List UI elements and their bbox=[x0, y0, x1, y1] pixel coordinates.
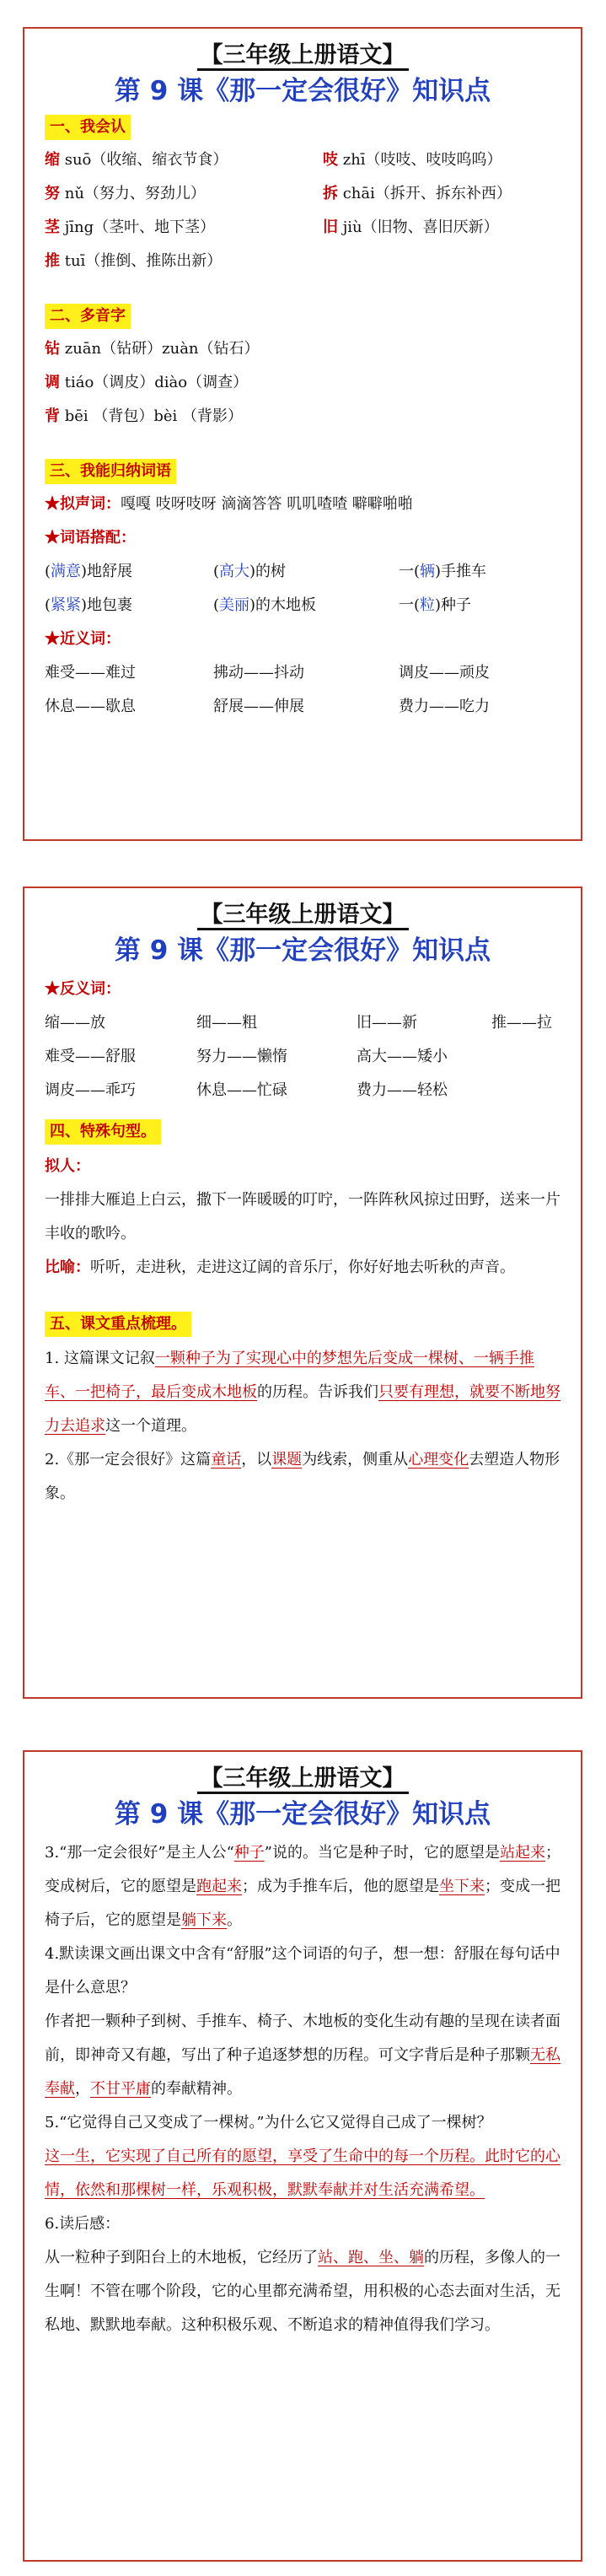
text-segment: )的树 bbox=[249, 563, 287, 580]
question-4: 4.默读课文画出课文中含有“舒服”这个词语的句子，想一想：舒服在每句话中是什么意思？ bbox=[45, 1945, 560, 1997]
text-segment: 为线索，侧重从 bbox=[302, 1451, 409, 1469]
text-segment: ( bbox=[45, 596, 51, 614]
text-segment: 的历程。告诉我们 bbox=[257, 1383, 378, 1401]
text-segment: 满意 bbox=[51, 563, 82, 580]
text-segment: 调皮——顽皮 bbox=[399, 664, 490, 682]
text-segment: 高大 bbox=[219, 563, 250, 580]
text-segment: ，以 bbox=[241, 1451, 272, 1469]
text-segment: ( bbox=[213, 563, 220, 580]
text-segment: 听听，走进秋，走进这辽阔的音乐厅，你好好地去听秋的声音。 bbox=[90, 1258, 515, 1276]
answer-6 bbox=[45, 2241, 560, 2342]
antonym-row bbox=[45, 1074, 560, 1107]
antonym-row bbox=[45, 1006, 560, 1040]
text-segment: 作者把一颗种子到树、手推车、椅子、木地板的变化生动有趣的呈现在读者面前，即神奇又有趣，写出了种子追逐梦想的历程。可文字背后是种子那颗 bbox=[45, 2013, 560, 2064]
text-segment: ， bbox=[75, 2080, 90, 2098]
text-segment: ；变成树后，它的愿望是 bbox=[45, 1844, 560, 1895]
metaphor-label: 比喻： bbox=[45, 1258, 90, 1276]
lesson-title: 第 9 课《那一定会很好》知识点 bbox=[114, 935, 491, 966]
lesson-title: 第 9 课《那一定会很好》知识点 bbox=[114, 76, 491, 106]
text-segment: 的历程，多像人的一生啊！不管在哪个阶段，它的心里都充满希望，用积极的心态去面对生活，无私地、默默地奉献。这种积极乐观、不断追求的精神值得我们学习。 bbox=[45, 2249, 560, 2334]
text-segment: 3.“那一定会很好”是主人公“ bbox=[45, 1844, 234, 1862]
text-segment: 童话 bbox=[211, 1451, 242, 1469]
collocation-row bbox=[45, 555, 560, 589]
text-segment: )手推车 bbox=[435, 563, 487, 580]
polyphone-row: 钻 zuān（钻研）zuàn（钻石） bbox=[45, 340, 260, 358]
text-segment: 一( bbox=[399, 563, 421, 580]
key-point-1 bbox=[45, 1342, 560, 1443]
text-segment: 缩——放 bbox=[45, 1014, 105, 1032]
text-segment: 无私奉献 bbox=[45, 2046, 560, 2098]
recognize-row: 缩 suō（收缩、缩衣节食） 吱 zhī（吱吱、吱吱呜呜） bbox=[45, 151, 502, 169]
text-segment: 辆 bbox=[420, 563, 436, 580]
question-6: 6.读后感： bbox=[45, 2215, 121, 2233]
answer-4 bbox=[45, 2005, 560, 2106]
text-segment: 舒展——伸展 bbox=[213, 698, 304, 715]
text-segment: 课题 bbox=[271, 1451, 303, 1469]
recognize-row: 努 nǔ（努力、努劲儿） 拆 chāi（拆开、拆东补西） bbox=[45, 185, 512, 202]
recognize-row: 茎 jīng（茎叶、地下茎） 旧 jiù（旧物、喜旧厌新） bbox=[45, 218, 499, 236]
grade-title: 【三年级上册语文】 bbox=[24, 1764, 581, 1794]
antonym-row bbox=[45, 1040, 560, 1074]
text-segment: 。 bbox=[227, 1911, 242, 1929]
synonym-row bbox=[45, 656, 560, 690]
synonym-row bbox=[45, 690, 560, 724]
text-segment: 坐下来 bbox=[439, 1878, 485, 1895]
text-segment: 美丽 bbox=[219, 596, 250, 614]
text-segment: 不甘平庸 bbox=[90, 2080, 151, 2098]
onomatopoeia-label: ★拟声词： bbox=[45, 495, 121, 513]
text-segment: 从一粒种子到阳台上的木地板，它经历了 bbox=[45, 2249, 318, 2266]
text-segment: ；变成一把椅子后，它的愿望是 bbox=[45, 1878, 560, 1929]
text-segment: 难受——舒服 bbox=[45, 1048, 136, 1065]
recognize-list bbox=[45, 143, 560, 278]
collocation-row bbox=[45, 589, 560, 622]
text-segment: 站起来 bbox=[499, 1844, 545, 1862]
text-segment: 1. 这篇课文记叙 bbox=[45, 1350, 155, 1367]
metaphor-paragraph bbox=[45, 1251, 560, 1285]
collocation-label: ★词语搭配： bbox=[45, 529, 136, 547]
text-segment: 去塑造人物形象。 bbox=[45, 1451, 560, 1502]
section-title-sentences: 四、特殊句型。 bbox=[45, 1119, 161, 1145]
text-segment: 细——粗 bbox=[196, 1014, 257, 1032]
lesson-title: 第 9 课《那一定会很好》知识点 bbox=[114, 1799, 491, 1830]
text-segment: 粒 bbox=[420, 596, 436, 614]
text-segment: 紧紧 bbox=[51, 596, 82, 614]
text-segment: 种子 bbox=[233, 1844, 265, 1862]
text-segment: 一( bbox=[399, 596, 421, 614]
answer-5: 这一生，它实现了自己所有的愿望，享受了生命中的每一个历程。此时它的心情，依然和那棵树一样，乐观积极，默默奉献并对生活充满希望。 bbox=[45, 2148, 560, 2199]
text-segment: ；成为手推车后，他的愿望是 bbox=[242, 1878, 439, 1895]
personification-text: 一排排大雁追上白云，撒下一阵暖暖的叮咛，一阵阵秋风掠过田野，送来一片丰收的歌吟。 bbox=[45, 1191, 560, 1242]
text-segment: 只要有理想，就要不断地努力去追求 bbox=[45, 1383, 560, 1435]
text-segment: )地包裹 bbox=[81, 596, 133, 614]
text-segment: 的奉献精神。 bbox=[151, 2080, 242, 2098]
personification-label: 拟人： bbox=[45, 1157, 90, 1175]
text-segment: 拂动——抖动 bbox=[213, 664, 304, 682]
section-title-words: 三、我能归纳词语 bbox=[45, 459, 176, 484]
page-2 bbox=[23, 887, 582, 1699]
text-segment: 旧——新 bbox=[357, 1014, 417, 1032]
page-1 bbox=[23, 27, 582, 841]
text-segment: 站、跑、坐、躺 bbox=[318, 2249, 424, 2266]
polyphone-row: 背 bēi （背包）bèi （背影） bbox=[45, 407, 244, 425]
text-segment: 推——拉 bbox=[491, 1014, 552, 1032]
text-segment: 费力——轻松 bbox=[357, 1081, 448, 1099]
text-segment: 2.《那一定会很好》这篇 bbox=[45, 1451, 212, 1469]
key-point-2 bbox=[45, 1443, 560, 1511]
text-segment: 努力——懒惰 bbox=[196, 1048, 287, 1065]
text-segment: 高大——矮小 bbox=[357, 1048, 448, 1065]
grade-title: 【三年级上册语文】 bbox=[24, 900, 581, 930]
question-5: 5.“它觉得自己又变成了一棵树。”为什么它又觉得自己成了一棵树？ bbox=[45, 2114, 492, 2131]
text-segment: 休息——忙碌 bbox=[196, 1081, 287, 1099]
text-segment: ”说的。当它是种子时，它的愿望是 bbox=[264, 1844, 500, 1862]
section-title-key-points: 五、课文重点梳理。 bbox=[45, 1312, 191, 1337]
text-segment: ( bbox=[45, 563, 51, 580]
text-segment: 一颗种子为了实现心中的梦想先后变成一棵树、一辆手推车、一把椅子，最后变成木地板 bbox=[45, 1350, 534, 1401]
polyphone-list bbox=[45, 332, 560, 434]
polyphone-row: 调 tiáo（调皮）diào（调查） bbox=[45, 374, 249, 391]
text-segment: 难受——难过 bbox=[45, 664, 136, 682]
text-segment: 心理变化 bbox=[408, 1451, 469, 1469]
text-segment: )种子 bbox=[435, 596, 472, 614]
text-segment: 调皮——乖巧 bbox=[45, 1081, 136, 1099]
text-segment: 休息——歇息 bbox=[45, 698, 136, 715]
text-segment: 费力——吃力 bbox=[399, 698, 490, 715]
section-title-recognize: 一、我会认 bbox=[45, 115, 131, 140]
text-segment: 这一个道理。 bbox=[105, 1417, 196, 1435]
recognize-row: 推 tuī（推倒、推陈出新） bbox=[45, 252, 223, 270]
text-segment: ( bbox=[213, 596, 220, 614]
text-segment: 躺下来 bbox=[181, 1911, 227, 1929]
section-title-polyphones: 二、多音字 bbox=[45, 304, 131, 329]
antonym-label: ★反义词： bbox=[45, 980, 121, 998]
text-segment: )地舒展 bbox=[81, 563, 133, 580]
grade-title: 【三年级上册语文】 bbox=[24, 40, 581, 71]
page-3 bbox=[23, 1750, 582, 2562]
text-segment: 跑起来 bbox=[196, 1878, 242, 1895]
question-3 bbox=[45, 1836, 560, 1937]
synonym-label: ★近义词： bbox=[45, 630, 121, 648]
onomatopoeia-line: ★拟声词：嘎嘎 吱呀吱呀 滴滴答答 叽叽喳喳 噼噼啪啪 bbox=[45, 495, 413, 513]
text-segment: )的木地板 bbox=[249, 596, 317, 614]
